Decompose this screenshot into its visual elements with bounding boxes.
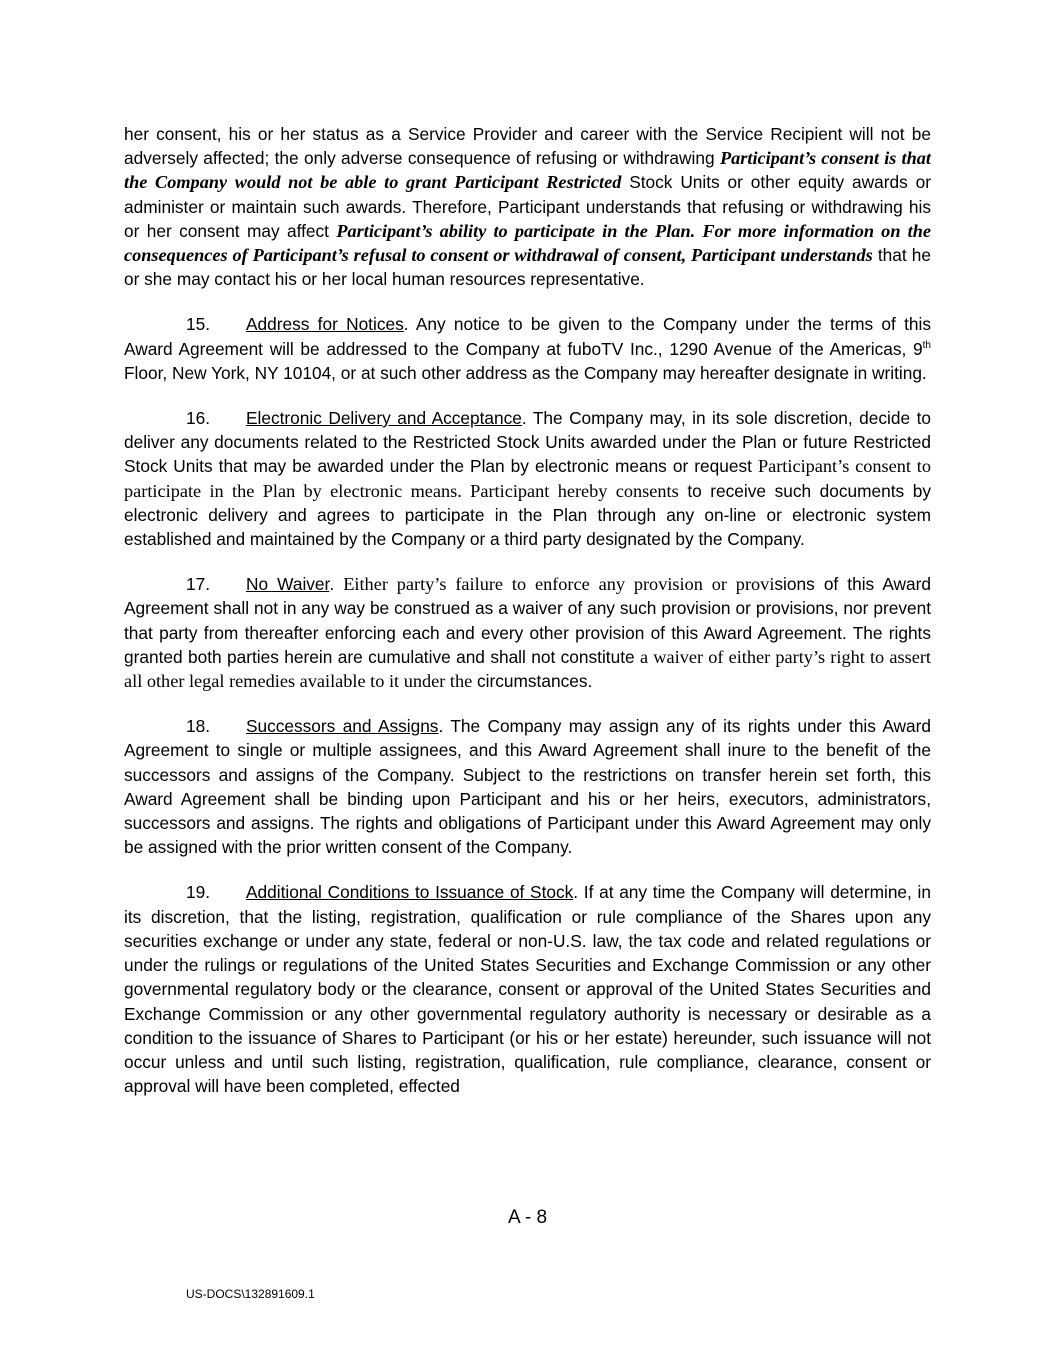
section-17-no-waiver: 17. No Waiver. Either party’s failure to enforce any provision or provisions of this Award Agreement shall not in any way be construed as a waiver of any such provision or provisions, nor prevent that party from thereafter enforcing each and every other provision of this Award Agreement. The rights granted both parties herein are cumulative and shall not constitute a waiver of either party’s right to assert all other legal remedies available to it under the circumstances. xyxy=(124,574,931,692)
document-id: US-DOCS\132891609.1 xyxy=(186,1287,315,1301)
section-number: 19. xyxy=(186,882,211,903)
section-number: 17. xyxy=(186,574,211,595)
section-heading: Electronic Delivery and Acceptance xyxy=(246,408,522,429)
section-heading: No Waiver xyxy=(246,574,330,595)
section-16-electronic-delivery: 16. Electronic Delivery and Acceptance. The Company may, in its sole discretion, decide to deliver any documents related to the Restricted Stock Units awarded under the Plan or future Restricted Stock Units that may be awarded under the Plan by electronic means or request Participant’s consent to participate in the Plan by electronic means. Participant hereby consents to receive such documents by electronic delivery and agrees to participate in the Plan through any on-line or electronic system established and maintained by the Company or a third party designated by the Company. xyxy=(124,408,931,550)
section-heading: Address for Notices xyxy=(246,314,404,335)
section-15-address-for-notices: 15. Address for Notices. Any notice to be given to the Company under the terms of this Award Agreement will be addressed to the Company at fuboTV Inc., 1290 Avenue of the Americas, 9th Floor, New York, NY 10104, or at such other address as the Company may hereafter designate in writing. xyxy=(124,314,931,383)
section-number: 15. xyxy=(186,314,211,335)
page-number: A - 8 xyxy=(507,1207,548,1228)
section-19-additional-conditions: 19. Additional Conditions to Issuance of Stock. If at any time the Company will determine, in its discretion, that the listing, registration, qualification or rule compliance of the Shares upon any securities exchange or under any state, federal or non-U.S. law, the tax code and related regulations or under the rulings or regulations of the United States Securities and Exchange Commission or any other governmental regulatory body or the clearance, consent or approval of the United States Securities and Exchange Commission or any other governmental regulatory authority is necessary or desirable as a condition to the issuance of Shares to Participant (or his or her estate) hereunder, such issuance will not occur unless and until such listing, registration, qualification, rule compliance, clearance, consent or approval will have been completed, effected xyxy=(124,882,931,1097)
section-number: 18. xyxy=(186,716,211,737)
section-number: 16. xyxy=(186,408,211,429)
section-heading: Additional Conditions to Issuance of Stock xyxy=(246,882,574,903)
paragraph-consent-continued: her consent, his or her status as a Service Provider and career with the Service Recipient will not be adversely affected; the only adverse consequence of refusing or withdrawing Participant’s consent is that the Company would not be able to grant Participant Restricted Stock Units or other equity awards or administer or maintain such awards. Therefore, Participant understands that refusing or withdrawing his or her consent may affect Participant’s ability to participate in the Plan. For more information on the consequences of Participant’s refusal to consent or withdrawal of consent, Participant understands that he or she may contact his or her local human resources representative. xyxy=(124,124,932,290)
section-18-successors-and-assigns: 18. Successors and Assigns. The Company may assign any of its rights under this Award Agreement to single or multiple assignees, and this Award Agreement shall inure to the benefit of the successors and assigns of the Company. Subject to the restrictions on transfer herein set forth, this Award Agreement shall be binding upon Participant and his or her heirs, executors, administrators, successors and assigns. The rights and obligations of Participant under this Award Agreement may only be assigned with the prior written consent of the Company. xyxy=(124,716,931,858)
section-heading: Successors and Assigns xyxy=(246,716,439,737)
document-body xyxy=(124,122,931,1098)
